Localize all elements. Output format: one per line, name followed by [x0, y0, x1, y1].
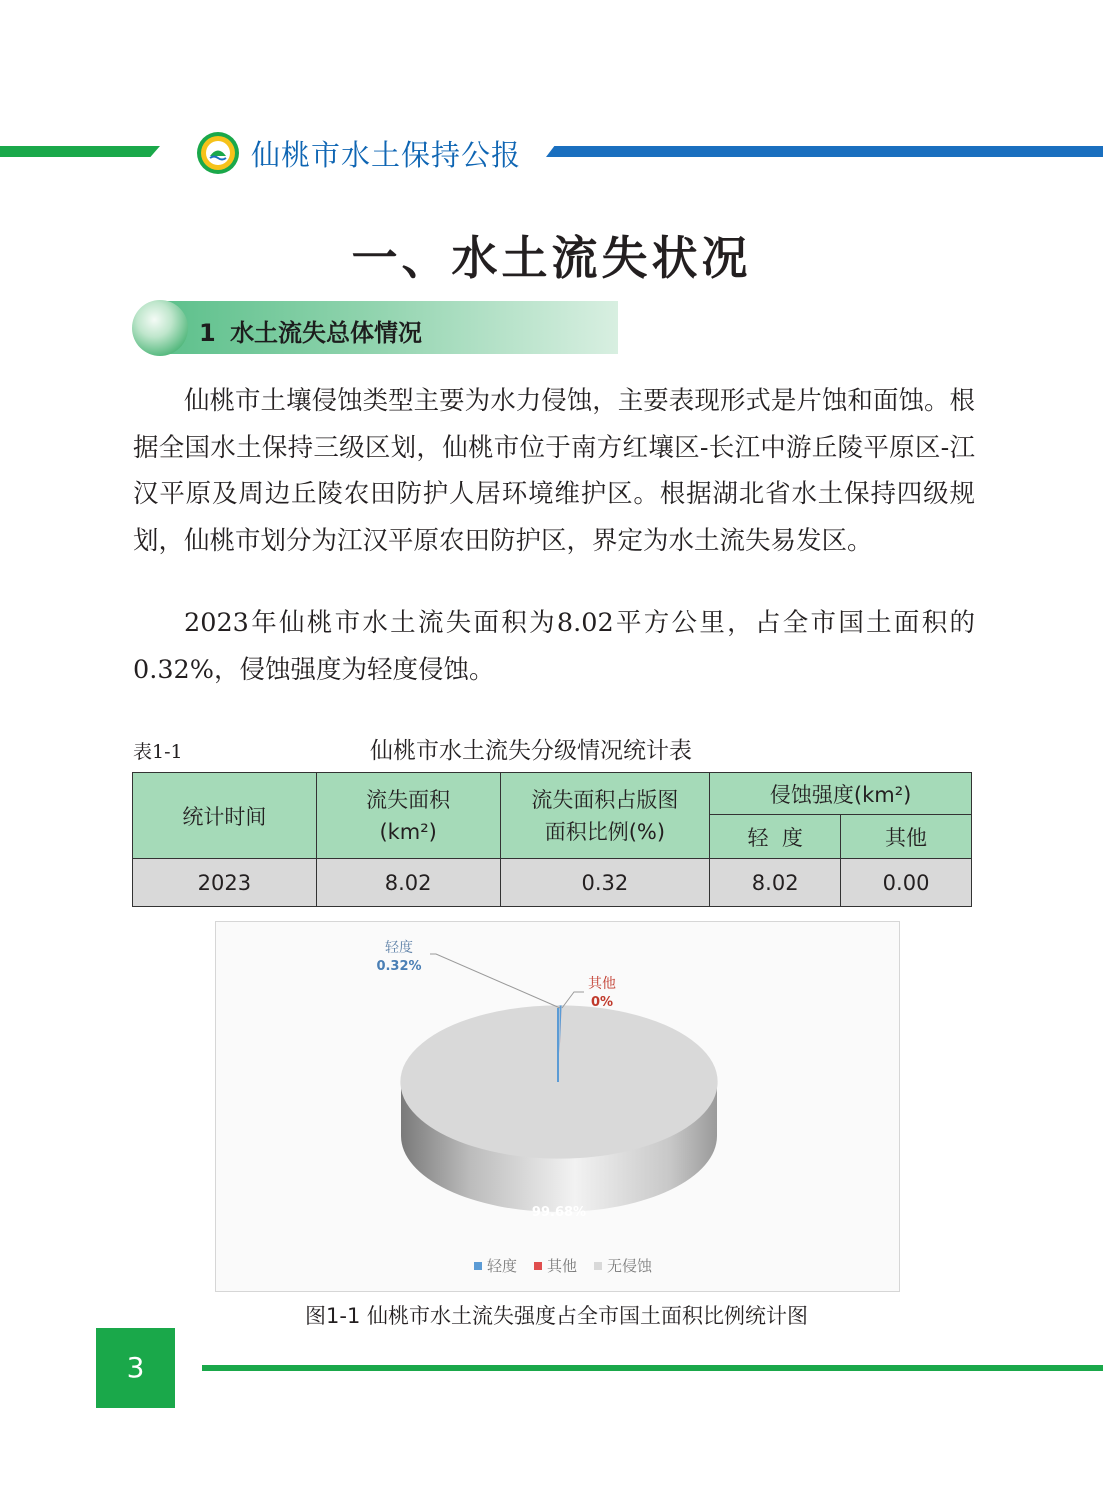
header-ratio: 流失面积占版图 面积比例(%) — [500, 773, 710, 859]
header-mild: 轻 度 — [710, 815, 841, 859]
data-label-value-轻度: 0.32% — [376, 959, 422, 974]
legend-label-无侵蚀: 无侵蚀 — [607, 1257, 653, 1275]
erosion-statistics-table — [132, 772, 972, 907]
section-title — [199, 313, 422, 348]
section-title-text: 水土流失总体情况 — [230, 319, 423, 347]
leader-line-轻度 — [430, 954, 560, 1008]
cell-mild: 8.02 — [710, 859, 841, 907]
header-green-bar — [0, 146, 160, 157]
pie-chart-canvas — [216, 922, 901, 1293]
legend-swatch-轻度 — [474, 1262, 482, 1270]
report-header-title: 仙桃市水土保持公报 — [251, 138, 522, 172]
cell-ratio: 0.32 — [500, 859, 710, 907]
section-bullet-icon — [132, 300, 188, 356]
page-number: 3 — [96, 1328, 175, 1408]
legend-swatch-其他 — [534, 1262, 542, 1270]
header-blue-bar — [546, 146, 1103, 157]
header-intensity: 侵蚀强度(km²) — [710, 773, 972, 815]
footer-line — [202, 1365, 1103, 1371]
header-area: 流失面积 (km²) — [316, 773, 500, 859]
table-title: 仙桃市水土流失分级情况统计表 — [370, 738, 692, 764]
pie-chart — [215, 921, 900, 1292]
paragraph-1: 仙桃市土壤侵蚀类型主要为水力侵蚀，主要表现形式是片蚀和面蚀。根据全国水土保持三级区划，仙桃市位于南方红壤区-长江中游丘陵平原区-江汉平原及周边丘陵农田防护人居环境维护区。根据湖北省水土保持四级规划，仙桃市划分为江汉平原农田防护区，界定为水土流失易发区。 — [133, 386, 975, 556]
table-number: 表1-1 — [133, 741, 183, 763]
table-row — [133, 859, 972, 907]
legend-label-轻度: 轻度 — [487, 1257, 518, 1275]
figure-caption: 图1-1 仙桃市水土流失强度占全市国土面积比例统计图 — [305, 1304, 808, 1328]
cell-time: 2023 — [133, 859, 317, 907]
data-label-category-其他: 其他 — [588, 976, 616, 992]
chart-legend — [474, 1257, 653, 1275]
data-label-category-轻度: 轻度 — [385, 940, 413, 956]
legend-swatch-无侵蚀 — [594, 1262, 602, 1270]
pie-layer — [376, 939, 717, 1220]
legend-label-其他: 其他 — [547, 1257, 578, 1275]
section-number: 1 — [199, 319, 216, 347]
cell-area: 8.02 — [316, 859, 500, 907]
water-conservation-logo-icon — [196, 131, 240, 175]
cell-other: 0.00 — [841, 859, 972, 907]
data-label-value-其他: 0% — [590, 995, 614, 1010]
chapter-title: 一、水土流失状况 — [351, 231, 752, 285]
paragraph-2: 2023年仙桃市水土流失面积为8.02平方公里，占全市国土面积的0.32%，侵蚀强度为轻度侵蚀。 — [133, 608, 975, 685]
header-other: 其他 — [841, 815, 972, 859]
data-label-value-无侵蚀: 99.68% — [531, 1205, 587, 1220]
header-time: 统计时间 — [133, 773, 317, 859]
